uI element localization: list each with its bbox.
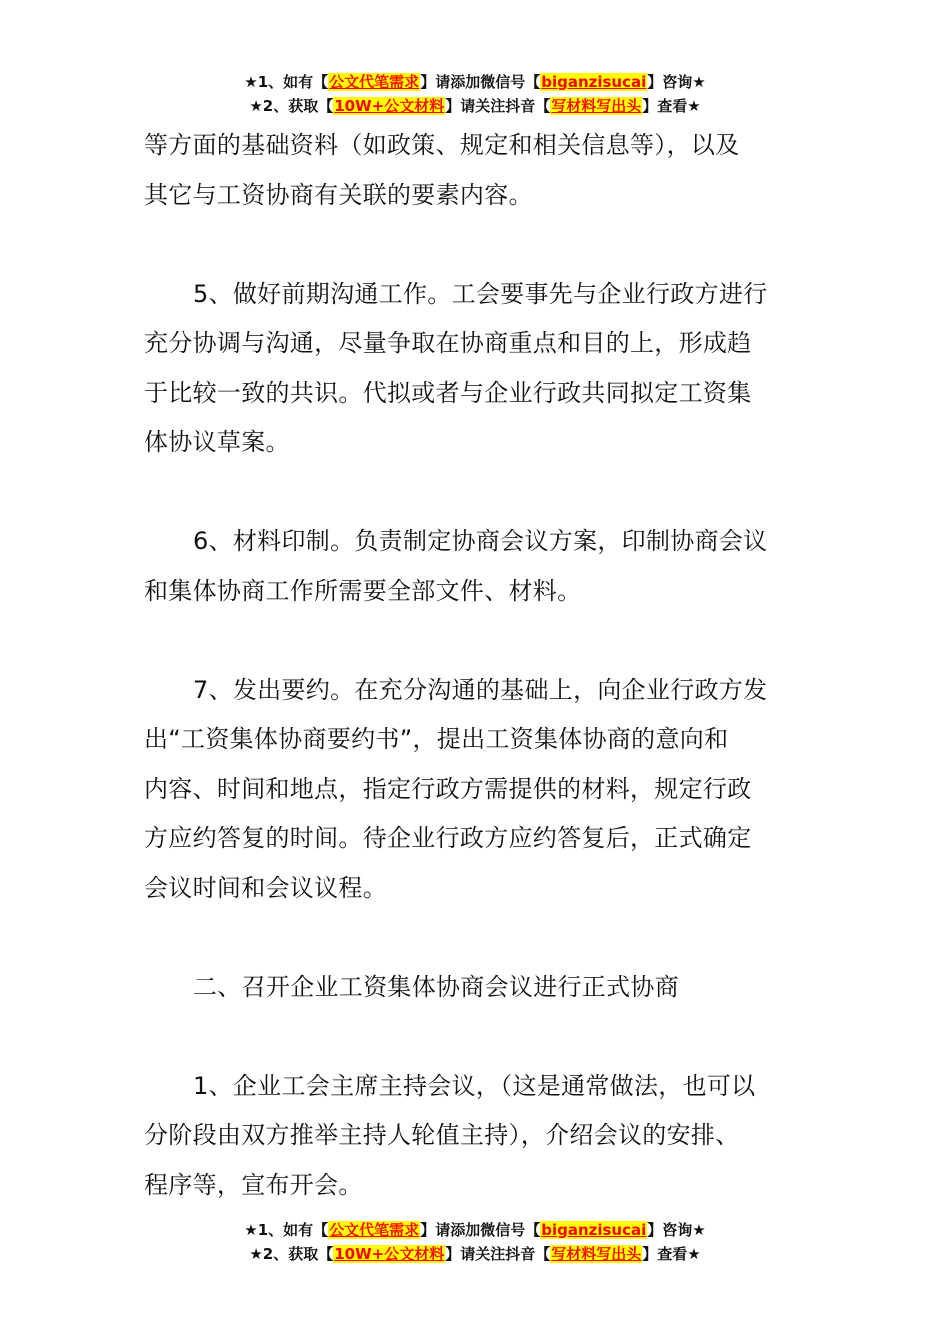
footer-highlight-wechat-id: biganzisucai <box>541 1221 647 1239</box>
paragraph-item-6: 6、材料印制。负责制定协商会议方案，印制协商会议 和集体协商工作所需要全部文件、材料。 <box>144 527 768 605</box>
banner-line-2: ★2、获取【10W+公文材料】请关注抖音【写材料写出头】查看★ <box>249 97 701 115</box>
highlight-douyin-account: 写材料写出头 <box>551 97 642 115</box>
footer-highlight-douyin-account: 写材料写出头 <box>551 1245 642 1263</box>
footer-banner-line-1: ★1、如有【公文代笔需求】请添加微信号【biganzisucai】咨询★ <box>244 1221 706 1239</box>
highlight-ghostwriting: 公文代笔需求 <box>329 73 420 91</box>
footer-highlight-ghostwriting: 公文代笔需求 <box>329 1221 420 1239</box>
section-heading-2: 二、召开企业工资集体协商会议进行正式协商 <box>193 972 679 1001</box>
footer-highlight-materials: 10W+公文材料 <box>334 1245 445 1263</box>
footer-banner <box>0 1218 950 1266</box>
paragraph-item-1: 1、企业工会主席主持会议，（这是通常做法，也可以 分阶段由双方推举主持人轮值主持），介绍会议的安排、 程序等，宣布开会。 <box>144 1071 756 1199</box>
highlight-wechat-id: biganzisucai <box>541 73 647 91</box>
footer-banner-line-2: ★2、获取【10W+公文材料】请关注抖音【写材料写出头】查看★ <box>249 1245 701 1263</box>
document-body <box>144 121 808 1260</box>
paragraph-continuation: 等方面的基础资料（如政策、规定和相关信息等），以及 其它与工资协商有关联的要素内容。 <box>144 131 740 209</box>
banner-line-1: ★1、如有【公文代笔需求】请添加微信号【biganzisucai】咨询★ <box>244 73 706 91</box>
paragraph-item-5: 5、做好前期沟通工作。工会要事先与企业行政方进行 充分协调与沟通，尽量争取在协商重点和目的上，形成趋 于比较一致的共识。代拟或者与企业行政共同拟定工资集 体协议草案。 <box>144 279 768 456</box>
highlight-materials: 10W+公文材料 <box>334 97 445 115</box>
paragraph-item-7: 7、发出要约。在充分沟通的基础上，向企业行政方发 出“工资集体协商要约书”，提出工资集体协商的意向和 内容、时间和地点，指定行政方需提供的材料，规定行政 方应约答复的时间。待企业行政方应约答复后，正式确定 会议时间和会议议程。 <box>144 675 768 902</box>
header-banner <box>0 70 950 118</box>
